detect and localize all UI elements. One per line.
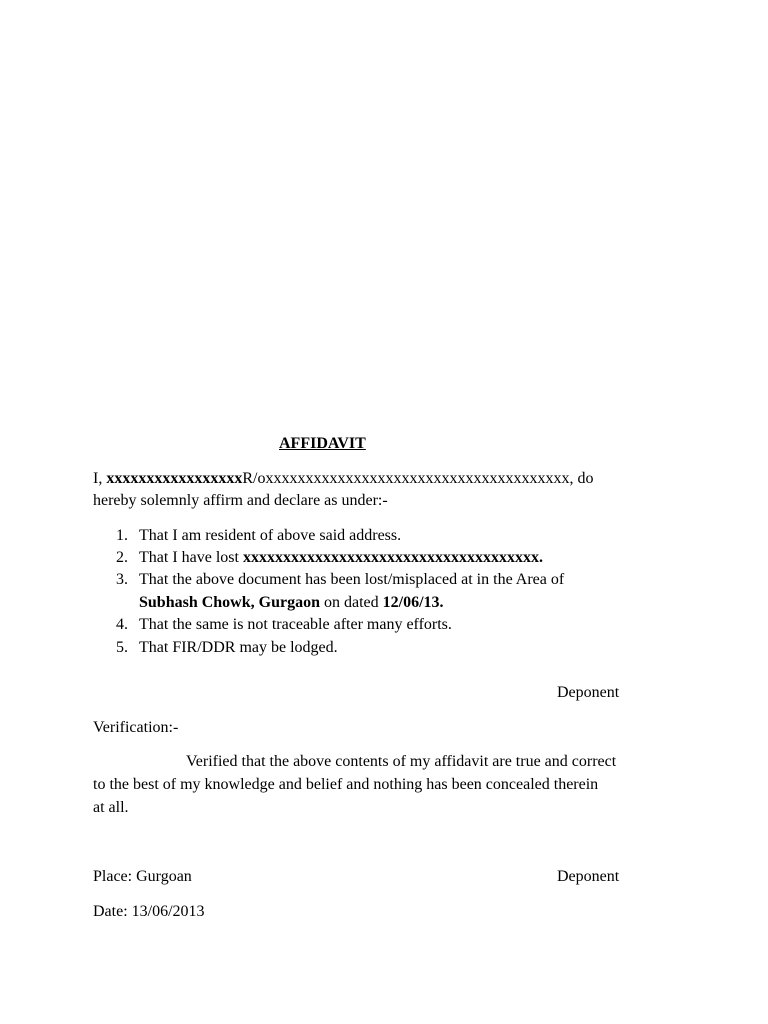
list-item-plain: on dated	[319, 594, 383, 611]
list-item-number: 5.	[116, 639, 128, 656]
list-item-text	[139, 547, 543, 569]
document-title: AFFIDAVIT	[279, 435, 366, 452]
loss-location: Subhash Chowk, Gurgaon	[139, 594, 320, 611]
list-item-continuation	[139, 592, 444, 614]
deponent-address: xxxxxxxxxxxxxxxxxxxxxxxxxxxxxxxxxxxxxx	[265, 470, 570, 487]
list-item-number: 1.	[116, 527, 128, 544]
deponent-signature-label-2: Deponent	[557, 868, 620, 885]
list-item-number: 2.	[116, 549, 128, 566]
deponent-name: xxxxxxxxxxxxxxxxx	[106, 470, 243, 487]
list-item-plain: That I have lost	[139, 549, 243, 566]
list-item-text: That the same is not traceable after many efforts.	[139, 616, 452, 633]
date-field: Date: 13/06/2013	[93, 903, 205, 920]
list-item-text: That I am resident of above said address.	[139, 527, 402, 544]
list-item-text: That the above document has been lost/misplaced at in the Area of	[139, 571, 565, 588]
ro-label: R/o	[242, 470, 266, 487]
intro-suffix: , do	[569, 470, 594, 487]
list-item-text: That FIR/DDR may be lodged.	[139, 639, 338, 656]
loss-date: 12/06/13.	[382, 594, 444, 611]
place-field: Place: Gurgoan	[93, 868, 192, 885]
deponent-signature-label: Deponent	[557, 684, 620, 701]
intro-line-2: hereby solemnly affirm and declare as under:-	[93, 492, 388, 509]
verification-line-3: at all.	[93, 799, 129, 816]
intro-line-1	[93, 468, 593, 490]
lost-document-name: xxxxxxxxxxxxxxxxxxxxxxxxxxxxxxxxxxxxx.	[242, 549, 543, 566]
verification-line-1: Verified that the above contents of my affidavit are true and correct	[186, 753, 617, 770]
intro-prefix: I,	[93, 470, 107, 487]
list-item-number: 3.	[116, 571, 128, 588]
verification-line-2: to the best of my knowledge and belief and nothing has been concealed therein	[93, 776, 599, 793]
list-item-number: 4.	[116, 616, 128, 633]
verification-heading: Verification:-	[93, 719, 179, 736]
